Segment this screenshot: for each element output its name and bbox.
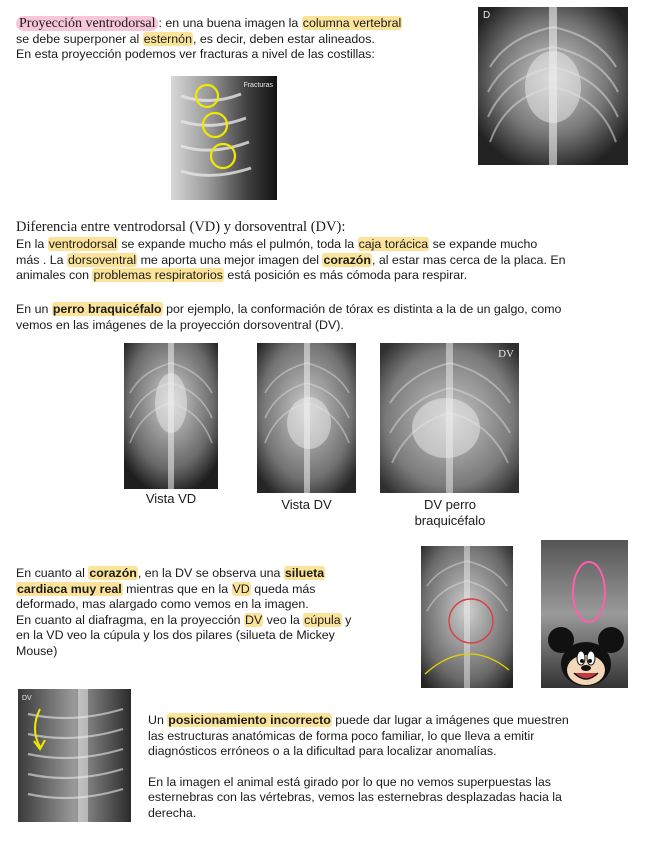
text: En la [16, 237, 48, 251]
text: Mouse) [16, 643, 58, 658]
highlight-esternon: esternón [143, 31, 192, 46]
highlight-dorsoventral: dorsoventral [67, 252, 137, 267]
dv-label: DV [498, 348, 514, 360]
text: se expande mucho [429, 237, 538, 251]
vista-dv-graphic [257, 343, 356, 493]
brachycephalic-paragraph [16, 302, 628, 333]
text: animales con [16, 268, 93, 282]
mickey-graphic [541, 540, 628, 688]
text: derecha. [148, 805, 197, 820]
vd-xray-graphic [478, 7, 628, 165]
highlight-dv: DV [245, 612, 263, 627]
caption-vista-dv: Vista DV [281, 497, 332, 512]
highlight-vd: VD [232, 581, 250, 596]
dv-braquicefalo-graphic [380, 343, 519, 493]
section-title-difference: Diferencia entre ventrodorsal (VD) y dorsoventral (DV): [16, 219, 346, 235]
text: me aporta una mejor imagen del [137, 252, 323, 267]
text: En la imagen el animal está girado por lo que no vemos superpuestas las [148, 774, 551, 789]
fracture-label: Fracturas [243, 82, 273, 89]
highlight-silueta: silueta [284, 566, 325, 580]
text: , es decir, deben estar alineados. [192, 31, 375, 46]
highlight-ventrodorsal: ventrodorsal [48, 237, 117, 251]
text: las estructuras anatómicas de forma poco familiar, lo que lleva a emitir [148, 728, 535, 743]
vista-vd-graphic [124, 343, 218, 489]
incorrect-position-paragraph [148, 713, 628, 821]
text: En un [16, 302, 52, 316]
heart-diaphragm-paragraph [16, 566, 416, 659]
text: En esta proyección podemos ver fracturas a nivel de las costillas: [16, 47, 375, 61]
dv-label-small: DV [22, 695, 32, 702]
text: está posición es más cómoda para respirar. [223, 268, 468, 282]
dv-braquicefalo-xray [380, 343, 519, 493]
mickey-xray [541, 540, 628, 688]
fracture-xray-image [171, 76, 277, 200]
heart-silhouette-xray [421, 546, 513, 688]
highlight-corazon: corazón [323, 252, 371, 267]
vista-vd-xray [124, 343, 218, 489]
incorrect-position-xray [18, 689, 131, 822]
text: deformado, mas alargado como vemos en la imagen. [16, 597, 309, 611]
text: se expande mucho más el pulmón, toda la [117, 237, 358, 251]
text: y [341, 612, 352, 627]
incorrect-position-graphic [18, 689, 131, 822]
text: en la VD veo la cúpula y los dos pilares (silueta de Mickey [16, 628, 335, 642]
heart-silhouette-graphic [421, 546, 513, 688]
highlight-perro-braquicefalo: perro braquicéfalo [52, 302, 162, 316]
intro-paragraph [16, 16, 466, 63]
text: Un [148, 713, 168, 727]
vd-label: D [483, 10, 491, 21]
caption-vista-vd: Vista VD [145, 491, 197, 506]
difference-paragraph [16, 218, 628, 284]
highlight-problemas-respiratorios: problemas respiratorios [93, 268, 223, 282]
highlight-cardiaca-muy-real: cardiaca muy real [17, 581, 122, 596]
text: más . La [16, 252, 67, 267]
highlight-corazon-2: corazón [89, 566, 137, 580]
text: puede dar lugar a imágenes que muestren [331, 713, 569, 727]
highlight-cupula: cúpula [304, 612, 341, 627]
text: queda más [250, 581, 316, 596]
caption-dv-braquicefalo: DV perro braquicéfalo [414, 497, 486, 528]
text: En cuanto al diafragma, en la proyección [16, 612, 244, 627]
highlight-columna: columna vertebral [302, 16, 402, 30]
section-title-ventrodorsal: Proyección ventrodorsal [16, 16, 158, 31]
text: por ejemplo, la conformación de tórax es distinta a la de un galgo, como [162, 302, 562, 316]
highlight-posicionamiento-incorrecto: posicionamiento incorrecto [168, 713, 331, 727]
text: vemos en las imágenes de la proyección dorsoventral (DV). [16, 317, 344, 332]
text: : en una buena imagen la [158, 16, 302, 30]
text: diagnósticos erróneos o a la dificultad para localizar anomalías. [148, 744, 497, 758]
vista-dv-xray [257, 343, 356, 493]
text: veo la [263, 612, 304, 627]
text: mientras que en la [122, 581, 232, 596]
text: esternebras con las vértebras, vemos las esternebras desplazadas hacia la [148, 790, 562, 804]
text: , en la DV se observa una [137, 566, 284, 580]
text: se debe superponer al [16, 31, 143, 46]
text: , al estar mas cerca de la placa. En [371, 252, 566, 267]
vd-xray-image [478, 7, 628, 165]
text: En cuanto al [16, 566, 89, 580]
fracture-xray-graphic [171, 76, 277, 200]
highlight-caja-toracica: caja torácica [358, 237, 429, 251]
